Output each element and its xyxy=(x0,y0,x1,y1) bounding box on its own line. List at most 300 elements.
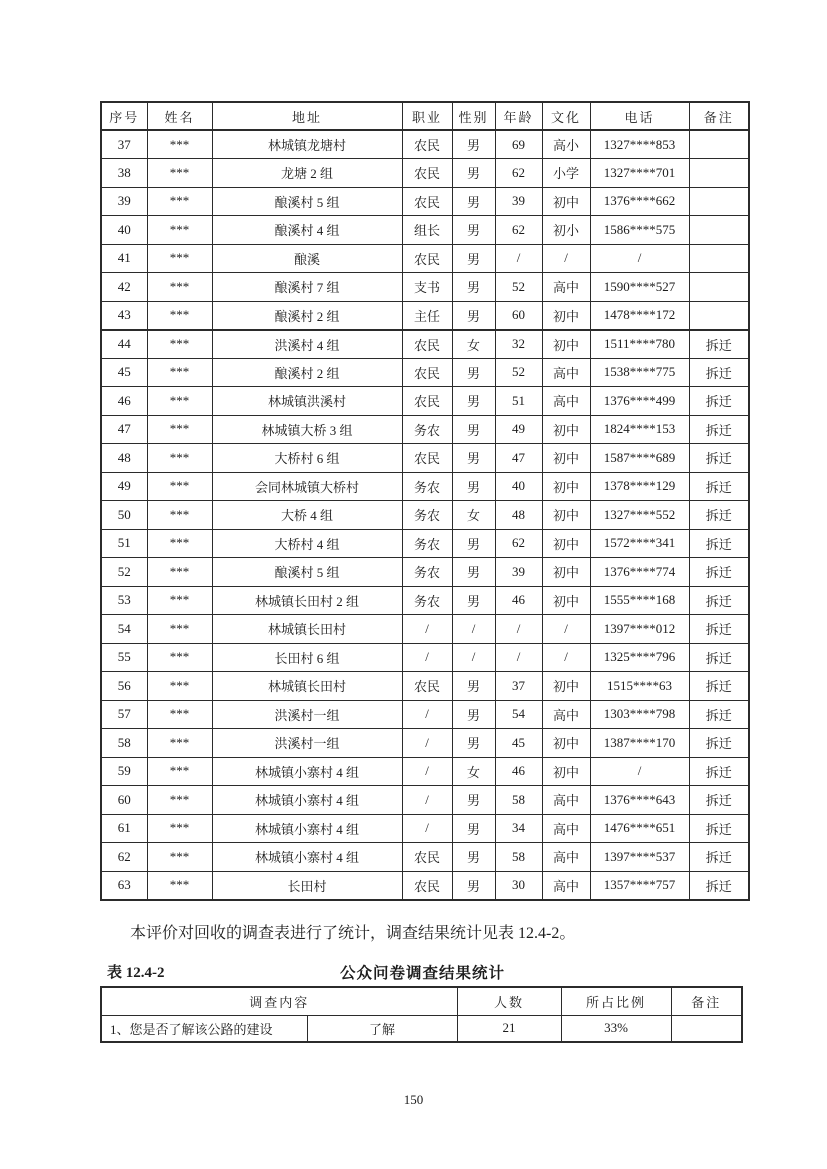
table-row xyxy=(101,216,749,245)
table-cell: 长田村 xyxy=(212,871,402,900)
survey-results-table xyxy=(100,986,743,1043)
table-cell: 42 xyxy=(101,273,147,302)
table-row xyxy=(101,472,749,501)
col-header-name: 姓名 xyxy=(147,102,212,130)
table-cell: 男 xyxy=(452,700,495,729)
table-cell: / xyxy=(590,244,689,273)
table-cell: 1586****575 xyxy=(590,216,689,245)
table-cell: 男 xyxy=(452,273,495,302)
table-cell: / xyxy=(495,244,542,273)
table-cell: 酿溪村 2 组 xyxy=(212,301,402,330)
table-cell: / xyxy=(452,615,495,644)
table-cell: 41 xyxy=(101,244,147,273)
table-cell: 1478****172 xyxy=(590,301,689,330)
table-cell: 1555****168 xyxy=(590,586,689,615)
col-header-address: 地址 xyxy=(212,102,402,130)
table-cell: 大桥村 6 组 xyxy=(212,444,402,473)
table-row xyxy=(101,672,749,701)
table-cell: 48 xyxy=(101,444,147,473)
table-cell: 1325****796 xyxy=(590,643,689,672)
table-cell: 34 xyxy=(495,814,542,843)
table-cell: 男 xyxy=(452,301,495,330)
table-cell: 45 xyxy=(495,729,542,758)
table-cell: 林城镇长田村 xyxy=(212,615,402,644)
table-cell: 初中 xyxy=(542,187,590,216)
table-row xyxy=(101,330,749,359)
table-cell: 拆迁 xyxy=(689,330,749,359)
table-cell: 46 xyxy=(495,586,542,615)
table-cell: 1476****651 xyxy=(590,814,689,843)
table-cell: 50 xyxy=(101,501,147,530)
table-cell: 酿溪村 5 组 xyxy=(212,558,402,587)
table-cell xyxy=(689,273,749,302)
respondents-table-header xyxy=(101,102,749,130)
table-cell: 拆迁 xyxy=(689,700,749,729)
table-cell: 62 xyxy=(495,529,542,558)
table-cell: 大桥村 4 组 xyxy=(212,529,402,558)
table-cell: 初中 xyxy=(542,672,590,701)
table-cell: 43 xyxy=(101,301,147,330)
table-row xyxy=(101,529,749,558)
table-cell: 55 xyxy=(101,643,147,672)
table-cell: 52 xyxy=(495,358,542,387)
table-cell: 1327****701 xyxy=(590,159,689,188)
table-cell: 小学 xyxy=(542,159,590,188)
table-cell: 拆迁 xyxy=(689,615,749,644)
table-cell: 拆迁 xyxy=(689,472,749,501)
table-cell: 男 xyxy=(452,244,495,273)
table-cell: 56 xyxy=(101,672,147,701)
table-cell: 1397****537 xyxy=(590,843,689,872)
table-cell: / xyxy=(402,643,452,672)
table-cell: 37 xyxy=(495,672,542,701)
table-cell: 53 xyxy=(101,586,147,615)
table-row xyxy=(101,501,749,530)
table-cell: 林城镇长田村 2 组 xyxy=(212,586,402,615)
table-cell: 男 xyxy=(452,187,495,216)
table-cell: / xyxy=(402,757,452,786)
table-row xyxy=(101,757,749,786)
table-cell: 60 xyxy=(101,786,147,815)
table-cell: 1376****643 xyxy=(590,786,689,815)
table-cell: 男 xyxy=(452,216,495,245)
table-cell: 酿溪 xyxy=(212,244,402,273)
table-cell: *** xyxy=(147,187,212,216)
table-cell: 30 xyxy=(495,871,542,900)
table-cell: 高中 xyxy=(542,358,590,387)
table-cell: 58 xyxy=(101,729,147,758)
col-header-gender: 性别 xyxy=(452,102,495,130)
table-cell: 大桥 4 组 xyxy=(212,501,402,530)
survey-col-header-count: 人数 xyxy=(457,987,561,1015)
table-cell: *** xyxy=(147,871,212,900)
table-cell: 49 xyxy=(101,472,147,501)
table-cell: *** xyxy=(147,301,212,330)
table-cell: 洪溪村一组 xyxy=(212,729,402,758)
table-cell: 高中 xyxy=(542,871,590,900)
col-header-education: 文化 xyxy=(542,102,590,130)
table-row xyxy=(101,786,749,815)
table-cell: 初中 xyxy=(542,330,590,359)
table-cell: 高中 xyxy=(542,786,590,815)
table-cell: / xyxy=(590,757,689,786)
header-row xyxy=(101,987,742,1015)
table-cell: / xyxy=(402,786,452,815)
table-cell: 务农 xyxy=(402,501,452,530)
table-cell: *** xyxy=(147,672,212,701)
table-cell xyxy=(689,301,749,330)
table-row xyxy=(101,643,749,672)
survey-col-header-content: 调查内容 xyxy=(101,987,457,1015)
table-cell: 拆迁 xyxy=(689,387,749,416)
table-cell: 男 xyxy=(452,814,495,843)
table-row xyxy=(101,244,749,273)
table-cell: 拆迁 xyxy=(689,586,749,615)
col-header-index: 序号 xyxy=(101,102,147,130)
table-cell: 1515****63 xyxy=(590,672,689,701)
table-cell: 47 xyxy=(495,444,542,473)
table-cell: 拆迁 xyxy=(689,415,749,444)
table-cell: 59 xyxy=(101,757,147,786)
table-cell: 农民 xyxy=(402,244,452,273)
table-cell: 农民 xyxy=(402,843,452,872)
table-cell: 初中 xyxy=(542,729,590,758)
table-cell: 初中 xyxy=(542,586,590,615)
table-cell: 初中 xyxy=(542,301,590,330)
table-cell: *** xyxy=(147,273,212,302)
table-cell: 拆迁 xyxy=(689,501,749,530)
table-cell: 初中 xyxy=(542,444,590,473)
table-cell: 初中 xyxy=(542,757,590,786)
table-cell: 酿溪村 5 组 xyxy=(212,187,402,216)
table-cell: *** xyxy=(147,529,212,558)
table-cell: *** xyxy=(147,130,212,159)
table-cell: *** xyxy=(147,415,212,444)
table-cell: 1376****774 xyxy=(590,558,689,587)
table-cell: *** xyxy=(147,387,212,416)
table2-title: 公众问卷调查结果统计 xyxy=(339,965,505,982)
table-cell: 酿溪村 7 组 xyxy=(212,273,402,302)
table-cell: 初中 xyxy=(542,529,590,558)
table-cell: 男 xyxy=(452,387,495,416)
table-cell: 男 xyxy=(452,843,495,872)
table-cell: 男 xyxy=(452,529,495,558)
table-cell: 1590****527 xyxy=(590,273,689,302)
table-cell: 47 xyxy=(101,415,147,444)
table-cell: / xyxy=(402,814,452,843)
table-cell: 会同林城镇大桥村 xyxy=(212,472,402,501)
table-cell: 62 xyxy=(495,159,542,188)
table-cell: 务农 xyxy=(402,472,452,501)
table-cell: 务农 xyxy=(402,529,452,558)
table-cell: 1824****153 xyxy=(590,415,689,444)
table-cell: / xyxy=(542,244,590,273)
table-row xyxy=(101,615,749,644)
table-cell: 男 xyxy=(452,444,495,473)
table-cell: 酿溪村 2 组 xyxy=(212,358,402,387)
table-cell: 林城镇长田村 xyxy=(212,672,402,701)
table-cell: 58 xyxy=(495,786,542,815)
table-cell: 1376****499 xyxy=(590,387,689,416)
table-cell: 女 xyxy=(452,330,495,359)
survey-results-header xyxy=(101,987,742,1015)
respondents-table xyxy=(100,101,750,901)
table-cell: 拆迁 xyxy=(689,444,749,473)
table-row xyxy=(101,358,749,387)
table-cell: 农民 xyxy=(402,159,452,188)
table-cell: 51 xyxy=(495,387,542,416)
table-cell: 60 xyxy=(495,301,542,330)
table-row xyxy=(101,729,749,758)
summary-paragraph: 本评价对回收的调查表进行了统计，调查结果统计见表 12.4-2。 xyxy=(130,925,576,942)
table-cell: 拆迁 xyxy=(689,871,749,900)
table-cell: *** xyxy=(147,472,212,501)
table-cell: 拆迁 xyxy=(689,529,749,558)
table-cell: 酿溪村 4 组 xyxy=(212,216,402,245)
table-cell: 39 xyxy=(101,187,147,216)
table-cell: 39 xyxy=(495,558,542,587)
table-cell: / xyxy=(495,615,542,644)
table-cell: *** xyxy=(147,444,212,473)
table-cell: 62 xyxy=(495,216,542,245)
survey-results-body xyxy=(101,1015,742,1042)
table-cell: 女 xyxy=(452,757,495,786)
table-cell: 拆迁 xyxy=(689,558,749,587)
table-cell: 务农 xyxy=(402,558,452,587)
col-header-remark: 备注 xyxy=(689,102,749,130)
table-cell: / xyxy=(402,700,452,729)
table-cell: 女 xyxy=(452,501,495,530)
table-cell: 农民 xyxy=(402,330,452,359)
table-cell: 61 xyxy=(101,814,147,843)
table-cell: 1357****757 xyxy=(590,871,689,900)
table-cell: 44 xyxy=(101,330,147,359)
table-cell: *** xyxy=(147,729,212,758)
table-cell: 高中 xyxy=(542,387,590,416)
table-cell: *** xyxy=(147,159,212,188)
table-cell: 1、您是否了解该公路的建设 xyxy=(101,1015,307,1042)
table-cell: 农民 xyxy=(402,672,452,701)
survey-col-header-remark: 备注 xyxy=(671,987,742,1015)
table-cell: 支书 xyxy=(402,273,452,302)
table-cell: 拆迁 xyxy=(689,757,749,786)
page-number: 150 xyxy=(403,1092,424,1107)
table-cell xyxy=(689,130,749,159)
table-cell: 33% xyxy=(561,1015,671,1042)
table-cell: 拆迁 xyxy=(689,643,749,672)
header-row xyxy=(101,102,749,130)
table-cell: 高中 xyxy=(542,843,590,872)
table-cell: 1387****170 xyxy=(590,729,689,758)
table-cell: 38 xyxy=(101,159,147,188)
table-cell: *** xyxy=(147,843,212,872)
table-cell: 拆迁 xyxy=(689,843,749,872)
table-cell: 男 xyxy=(452,586,495,615)
table-cell: 初中 xyxy=(542,472,590,501)
table-cell: 52 xyxy=(101,558,147,587)
table-cell: 48 xyxy=(495,501,542,530)
table-cell: 63 xyxy=(101,871,147,900)
table-cell: 1327****552 xyxy=(590,501,689,530)
table-cell: / xyxy=(542,643,590,672)
table-cell xyxy=(689,216,749,245)
table-cell: *** xyxy=(147,244,212,273)
table-cell: 58 xyxy=(495,843,542,872)
table-cell: 林城镇小寨村 4 组 xyxy=(212,843,402,872)
table-cell: *** xyxy=(147,757,212,786)
table-row xyxy=(101,387,749,416)
table-cell: 男 xyxy=(452,472,495,501)
table-cell: *** xyxy=(147,216,212,245)
table-cell: 49 xyxy=(495,415,542,444)
table-cell: 主任 xyxy=(402,301,452,330)
table-cell: *** xyxy=(147,814,212,843)
table-cell: 1538****775 xyxy=(590,358,689,387)
table-cell: 拆迁 xyxy=(689,729,749,758)
table-cell: 组长 xyxy=(402,216,452,245)
table-row xyxy=(101,871,749,900)
table-cell: 男 xyxy=(452,786,495,815)
table-cell: 37 xyxy=(101,130,147,159)
table-cell: 54 xyxy=(495,700,542,729)
table-cell: 21 xyxy=(457,1015,561,1042)
table-cell: *** xyxy=(147,643,212,672)
table-cell: 林城镇大桥 3 组 xyxy=(212,415,402,444)
table-cell: 拆迁 xyxy=(689,672,749,701)
table-row xyxy=(101,130,749,159)
table-cell: 林城镇小寨村 4 组 xyxy=(212,757,402,786)
table-cell: 农民 xyxy=(402,387,452,416)
table-row xyxy=(101,700,749,729)
table-cell: 洪溪村一组 xyxy=(212,700,402,729)
table-cell: 男 xyxy=(452,729,495,758)
table-row xyxy=(101,814,749,843)
table-cell: 初小 xyxy=(542,216,590,245)
table-cell: 54 xyxy=(101,615,147,644)
table-cell: 初中 xyxy=(542,501,590,530)
table-cell: *** xyxy=(147,700,212,729)
table-cell: 务农 xyxy=(402,415,452,444)
table-cell: 男 xyxy=(452,130,495,159)
table-cell: 62 xyxy=(101,843,147,872)
table-cell: 46 xyxy=(495,757,542,786)
table-row xyxy=(101,273,749,302)
table-cell: 林城镇小寨村 4 组 xyxy=(212,786,402,815)
table-cell xyxy=(671,1015,742,1042)
table-cell xyxy=(689,187,749,216)
table-cell: 了解 xyxy=(307,1015,457,1042)
table-cell: / xyxy=(402,615,452,644)
table-cell: 57 xyxy=(101,700,147,729)
table-row xyxy=(101,586,749,615)
table-cell: 农民 xyxy=(402,871,452,900)
table-cell: 1378****129 xyxy=(590,472,689,501)
table-cell xyxy=(689,244,749,273)
table-cell: 农民 xyxy=(402,130,452,159)
table-cell: 初中 xyxy=(542,558,590,587)
table-cell: 高中 xyxy=(542,814,590,843)
table-row xyxy=(101,843,749,872)
table-cell: 39 xyxy=(495,187,542,216)
table-cell: 农民 xyxy=(402,187,452,216)
table-cell: 1303****798 xyxy=(590,700,689,729)
table-cell: / xyxy=(495,643,542,672)
table-cell: 高小 xyxy=(542,130,590,159)
table-cell: 男 xyxy=(452,415,495,444)
col-header-phone: 电话 xyxy=(590,102,689,130)
col-header-occupation: 职业 xyxy=(402,102,452,130)
table-cell: *** xyxy=(147,358,212,387)
table-cell: 男 xyxy=(452,159,495,188)
table-cell: 林城镇洪溪村 xyxy=(212,387,402,416)
table-row xyxy=(101,444,749,473)
table-cell: 男 xyxy=(452,871,495,900)
table-cell: 洪溪村 4 组 xyxy=(212,330,402,359)
table-cell: *** xyxy=(147,501,212,530)
table-cell: 1587****689 xyxy=(590,444,689,473)
table-cell: 46 xyxy=(101,387,147,416)
table-row xyxy=(101,415,749,444)
table-row xyxy=(101,187,749,216)
table-row xyxy=(101,159,749,188)
table-cell: 男 xyxy=(452,672,495,701)
table-row xyxy=(101,1015,742,1042)
col-header-age: 年龄 xyxy=(495,102,542,130)
table-cell: 69 xyxy=(495,130,542,159)
table-cell: 林城镇小寨村 4 组 xyxy=(212,814,402,843)
table-cell: 农民 xyxy=(402,444,452,473)
table-cell: 拆迁 xyxy=(689,358,749,387)
table2-caption xyxy=(102,961,743,983)
table-cell: 男 xyxy=(452,558,495,587)
table-cell: *** xyxy=(147,615,212,644)
table-cell: 1397****012 xyxy=(590,615,689,644)
table-cell: 长田村 6 组 xyxy=(212,643,402,672)
table-cell: 林城镇龙塘村 xyxy=(212,130,402,159)
table-cell: 1376****662 xyxy=(590,187,689,216)
respondents-table-body xyxy=(101,130,749,900)
table2-label: 表 12.4-2 xyxy=(107,965,165,981)
table-cell: *** xyxy=(147,558,212,587)
table-row xyxy=(101,301,749,330)
table-cell: *** xyxy=(147,786,212,815)
table-cell: *** xyxy=(147,586,212,615)
table-cell: 1511****780 xyxy=(590,330,689,359)
table-cell: 52 xyxy=(495,273,542,302)
table-cell: 高中 xyxy=(542,273,590,302)
table-cell xyxy=(689,159,749,188)
table-cell: / xyxy=(452,643,495,672)
table-cell: 拆迁 xyxy=(689,814,749,843)
table-cell: 40 xyxy=(495,472,542,501)
table-cell: 拆迁 xyxy=(689,786,749,815)
table-cell: 32 xyxy=(495,330,542,359)
table-cell: 45 xyxy=(101,358,147,387)
table-cell: 务农 xyxy=(402,586,452,615)
table-cell: / xyxy=(402,729,452,758)
table-cell: 40 xyxy=(101,216,147,245)
table-cell: 1327****853 xyxy=(590,130,689,159)
table-cell: *** xyxy=(147,330,212,359)
table-cell: 初中 xyxy=(542,415,590,444)
table-cell: 1572****341 xyxy=(590,529,689,558)
table-cell: 男 xyxy=(452,358,495,387)
table-cell: 农民 xyxy=(402,358,452,387)
table-cell: 龙塘 2 组 xyxy=(212,159,402,188)
survey-col-header-percentage: 所占比例 xyxy=(561,987,671,1015)
table-cell: / xyxy=(542,615,590,644)
table-row xyxy=(101,558,749,587)
